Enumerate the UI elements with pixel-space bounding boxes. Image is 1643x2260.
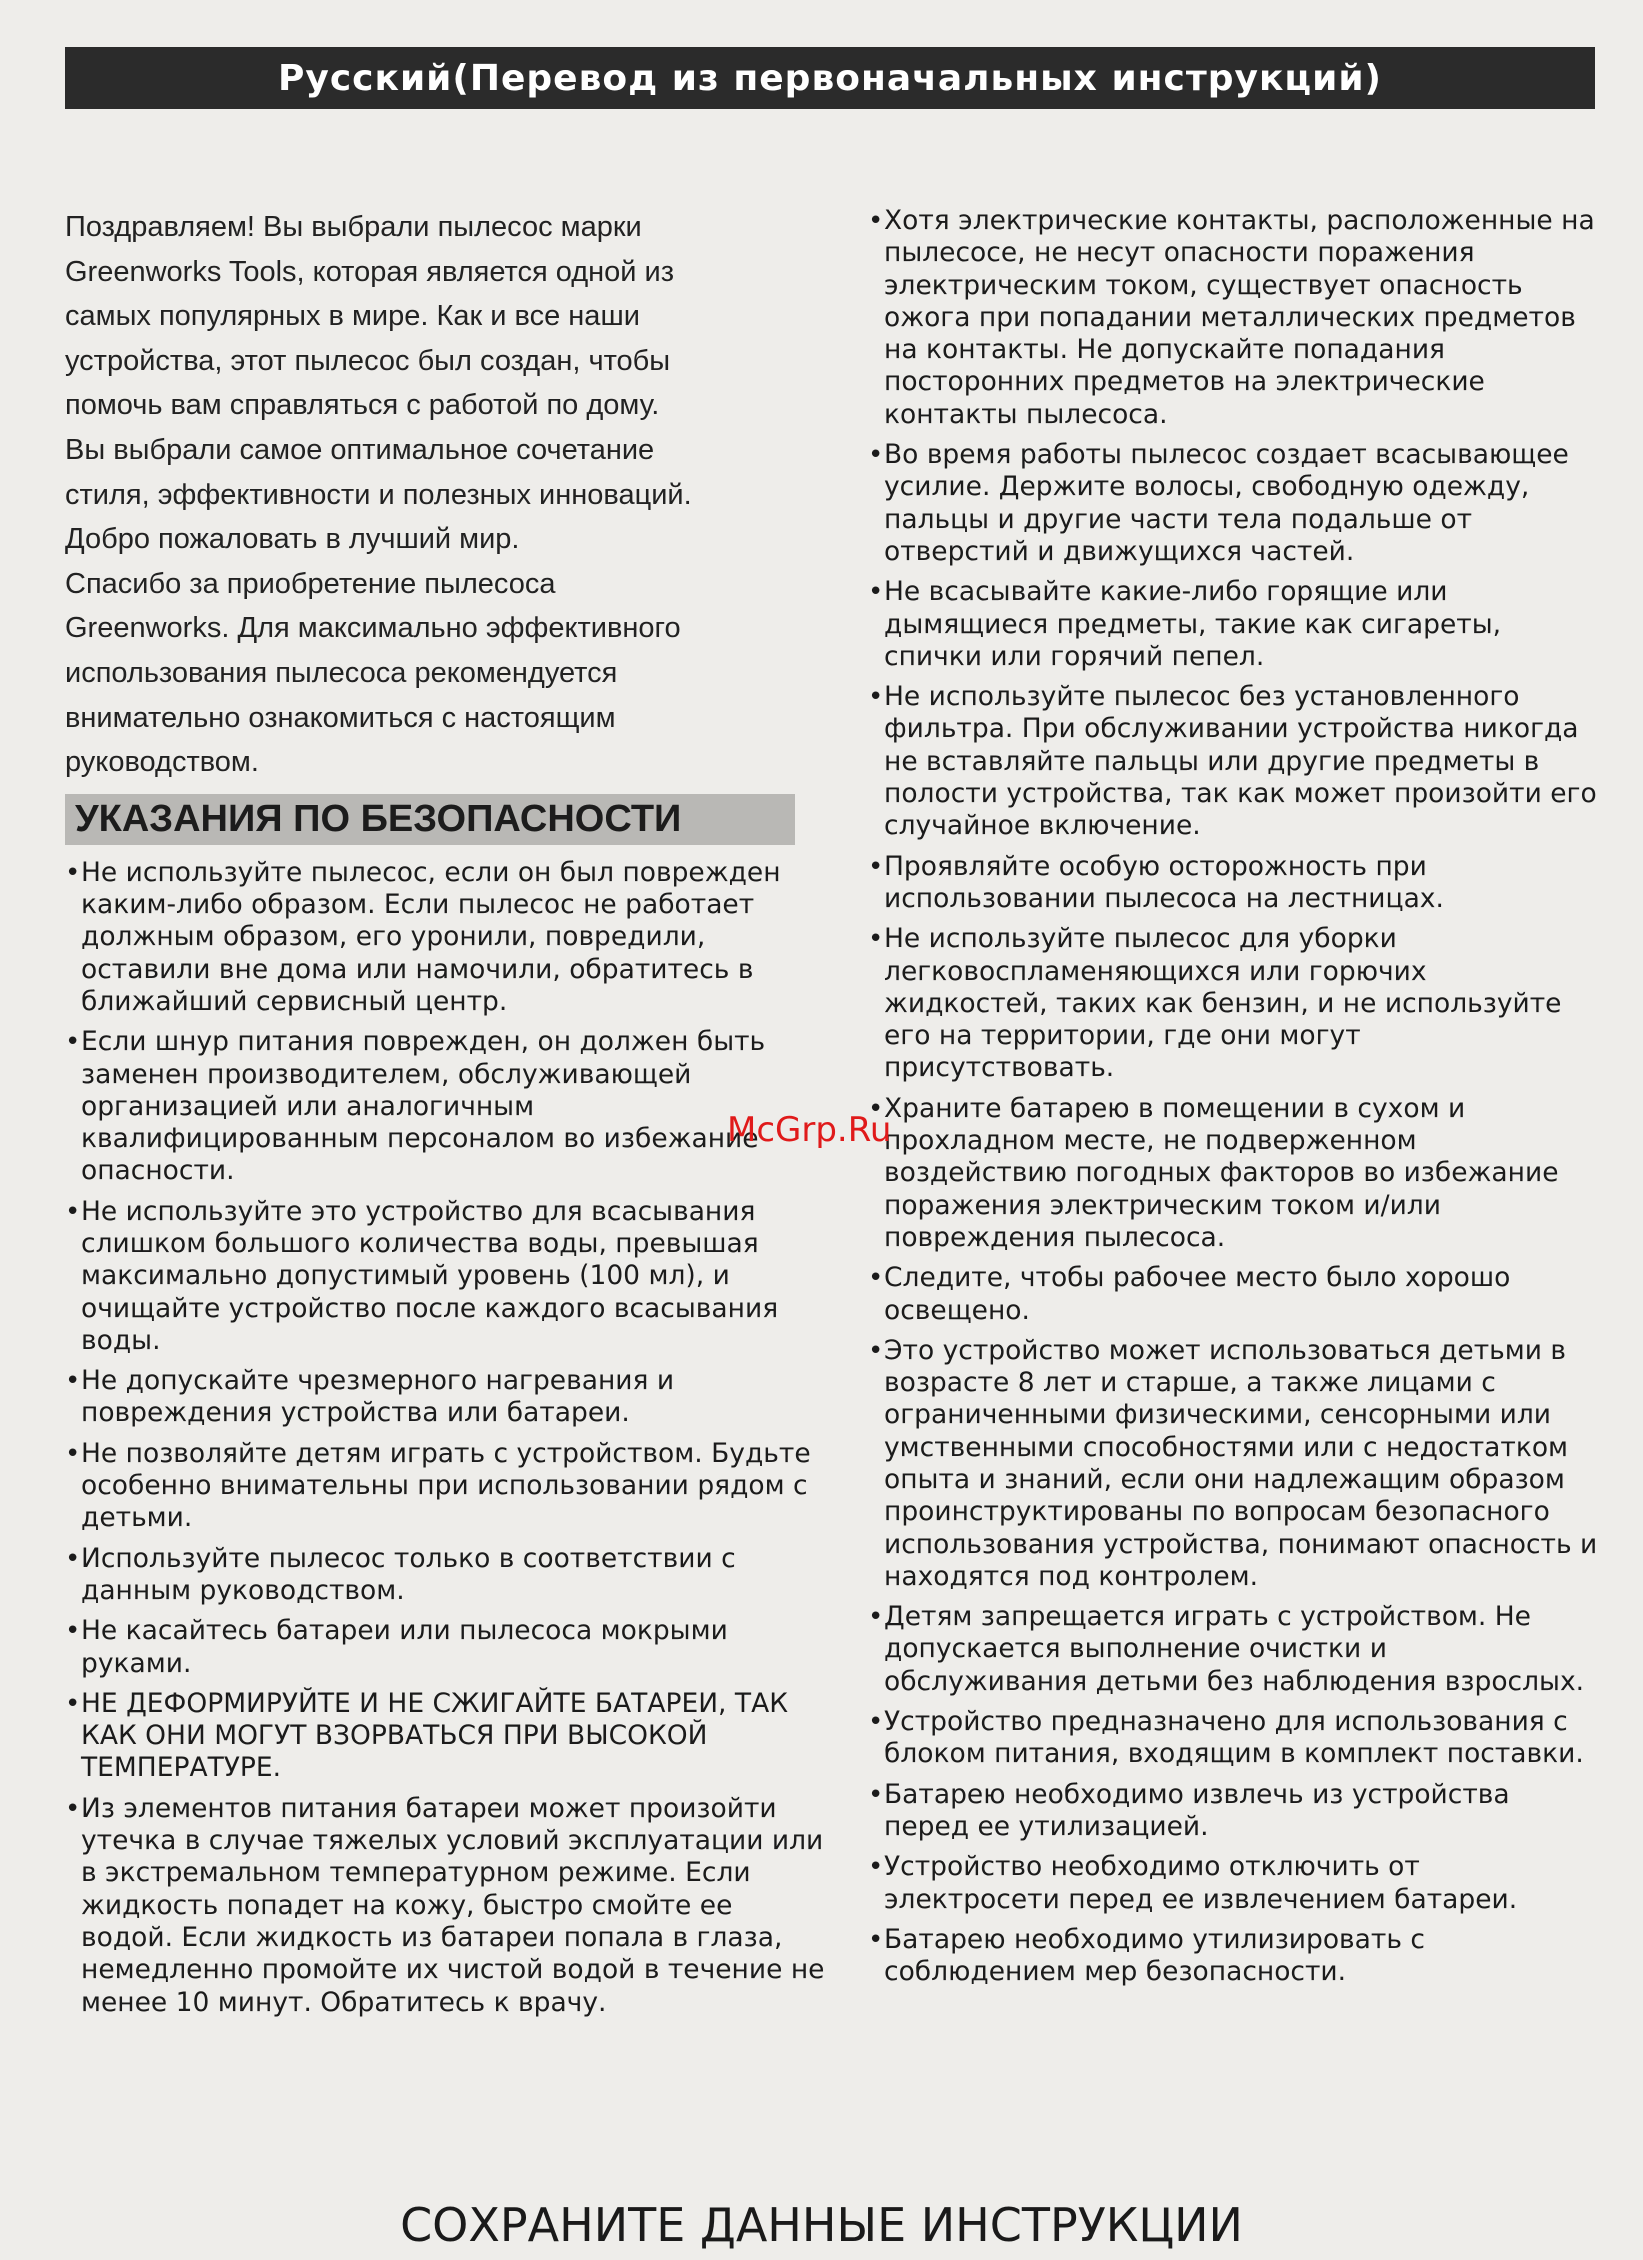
safety-item-text: Не касайтесь батареи или пылесоса мокрыми руками. bbox=[81, 1615, 728, 1679]
intro-line: руководством. bbox=[65, 746, 259, 779]
safety-item bbox=[868, 1706, 1598, 1771]
intro-line: Greenworks Tools, которая является одной из bbox=[65, 255, 675, 288]
safety-item bbox=[65, 1438, 825, 1535]
page-title: Русский(Перевод из первоначальных инструкций) bbox=[277, 57, 1382, 99]
bullet-icon bbox=[65, 1793, 80, 1825]
safety-item bbox=[868, 205, 1598, 431]
safety-item-text: Используйте пылесос только в соответствии с данным руководством. bbox=[81, 1542, 736, 1606]
safety-item-text: Батарею необходимо утилизировать с соблюдением мер безопасности. bbox=[884, 1923, 1425, 1988]
safety-item bbox=[868, 923, 1598, 1084]
intro-line: Поздравляем! Вы выбрали пылесос марки bbox=[65, 211, 642, 243]
safety-list-right bbox=[868, 205, 1598, 1988]
watermark: McGrp.Ru bbox=[727, 1110, 892, 1150]
intro-line: стиля, эффективности и полезных инноваций. bbox=[65, 478, 692, 511]
intro-line: Добро пожаловать в лучший мир. bbox=[65, 523, 520, 556]
bullet-icon bbox=[65, 1688, 80, 1720]
bullet-icon bbox=[65, 1196, 80, 1228]
intro-line: использования пылесоса рекомендуется bbox=[65, 656, 618, 689]
safety-item bbox=[65, 1615, 825, 1680]
safety-item-text: Храните батарею в помещении в сухом и прохладном месте, не подверженном воздействию погодных факторов во избежание поражения электрическим током и/или повреждения пылесоса. bbox=[884, 1092, 1559, 1253]
safety-item-text: Устройство необходимо отключить от электросети перед ее извлечением батареи. bbox=[884, 1851, 1518, 1915]
bullet-icon bbox=[868, 1601, 883, 1633]
safety-item-text: НЕ ДЕФОРМИРУЙТЕ И НЕ СЖИГАЙТЕ БАТАРЕИ, ТАК КАК ОНИ МОГУТ ВЗОРВАТЬСЯ ПРИ ВЫСОКОЙ ТЕМПЕРАТУРЕ. bbox=[81, 1687, 789, 1784]
safety-item bbox=[65, 1365, 825, 1430]
intro-line: внимательно ознакомиться с настоящим bbox=[65, 701, 616, 734]
safety-item-text: Это устройство может использоваться детьми в возрасте 8 лет и старше, а также лицами с ограниченными физическими, сенсорными или умственными способностями или с недостатком опыта и знаний, если они надлежащим образом проинструктированы по вопросам безопасного использования устройства, понимают опасность и находятся под контролем. bbox=[884, 1334, 1598, 1592]
safety-item-text: Устройство предназначено для использования с блоком питания, входящим в комплект поставки. bbox=[884, 1706, 1584, 1770]
safety-item bbox=[868, 1851, 1598, 1916]
bullet-icon bbox=[868, 851, 883, 883]
bullet-icon bbox=[868, 576, 883, 608]
safety-item bbox=[868, 439, 1598, 568]
safety-item bbox=[868, 1335, 1598, 1593]
bullet-icon bbox=[65, 1026, 80, 1058]
safety-item-text: Из элементов питания батареи может произойти утечка в случае тяжелых условий эксплуатации или в экстремальном температурном режиме. Если жидкость попадет на кожу, быстро смойте ее водой. Если жидкость из батареи попала в глаза, немедленно промойте их чистой водой в течение не менее 10 минут. Обратитесь к врачу. bbox=[81, 1792, 825, 2018]
page-title-bar bbox=[65, 47, 1595, 109]
safety-item bbox=[65, 1793, 825, 2019]
safety-item-text: Не используйте пылесос, если он был поврежден каким-либо образом. Если пылесос не работает должным образом, его уронили, повредили, оставили вне дома или намочили, обратитесь в ближайший сервисный центр. bbox=[81, 856, 781, 1017]
safety-item-text: Если шнур питания поврежден, он должен быть заменен производителем, обслуживающей организацией или аналогичным квалифицированным персоналом во избежание опасности. bbox=[81, 1026, 766, 1187]
safety-item-text: Детям запрещается играть с устройством. Не допускается выполнение очистки и обслуживания детьми без наблюдения взрослых. bbox=[884, 1601, 1585, 1697]
bullet-icon bbox=[868, 1779, 883, 1811]
safety-item bbox=[868, 1779, 1598, 1844]
bullet-icon bbox=[868, 1851, 883, 1883]
safety-item bbox=[65, 1196, 825, 1357]
safety-item bbox=[868, 851, 1598, 916]
safety-item bbox=[868, 1093, 1598, 1254]
safety-item-text: Не используйте пылесос для уборки легковоспламеняющихся или горючих жидкостей, таких как бензин, и не используйте его на территории, где они могут присутствовать. bbox=[884, 923, 1562, 1084]
bullet-icon bbox=[65, 1615, 80, 1647]
intro-line: устройства, этот пылесос был создан, чтобы bbox=[65, 344, 671, 377]
safety-item bbox=[868, 1262, 1598, 1327]
safety-item-text: Следите, чтобы рабочее место было хорошо освещено. bbox=[884, 1262, 1511, 1326]
safety-item bbox=[868, 1924, 1598, 1989]
bullet-icon bbox=[868, 1706, 883, 1738]
intro-paragraph bbox=[65, 205, 825, 785]
bullet-icon bbox=[65, 1543, 80, 1575]
bullet-icon bbox=[65, 1365, 80, 1397]
safety-item bbox=[65, 1026, 825, 1187]
bullet-icon bbox=[868, 923, 883, 955]
intro-line: Greenworks. Для максимально эффективного bbox=[65, 612, 681, 645]
safety-item bbox=[868, 681, 1598, 842]
safety-item-text: Не используйте это устройство для всасывания слишком большого количества воды, превышая максимально допустимый уровень (100 мл), и очищайте устройство после каждого всасывания воды. bbox=[81, 1195, 779, 1356]
intro-line: Вы выбрали самое оптимальное сочетание bbox=[65, 433, 655, 466]
safety-item-text: Не всасывайте какие-либо горящие или дымящиеся предметы, такие как сигареты, спички или горячий пепел. bbox=[884, 576, 1502, 672]
safety-item bbox=[65, 857, 825, 1018]
bullet-icon bbox=[868, 1924, 883, 1956]
safety-item-text: Хотя электрические контакты, расположенные на пылесосе, не несут опасности поражения электрическим током, существует опасность ожога при попадании металлических предметов на контакты. Не допускайте попадания посторонних предметов на электрические контакты пылесоса. bbox=[884, 205, 1595, 430]
intro-line: помочь вам справляться с работой по дому. bbox=[65, 389, 660, 422]
safety-item-text: Не используйте пылесос без установленного фильтра. При обслуживании устройства никогда не вставляйте пальцы или другие предметы в полости устройства, так как может произойти его случайное включение. bbox=[884, 681, 1597, 842]
intro-line: Спасибо за приобретение пылесоса bbox=[65, 567, 556, 600]
safety-item-text: Батарею необходимо извлечь из устройства перед ее утилизацией. bbox=[884, 1778, 1510, 1842]
safety-item-text: Не позволяйте детям играть с устройством. Будьте особенно внимательны при использовании рядом с детьми. bbox=[81, 1437, 811, 1534]
safety-item bbox=[868, 576, 1598, 673]
safety-item-text: Не допускайте чрезмерного нагревания и повреждения устройства или батареи. bbox=[81, 1365, 675, 1429]
safety-item bbox=[65, 1543, 825, 1608]
bullet-icon bbox=[868, 681, 883, 713]
bullet-icon bbox=[868, 439, 883, 471]
right-column bbox=[868, 205, 1598, 1996]
bullet-icon bbox=[868, 1262, 883, 1294]
safety-heading: УКАЗАНИЯ ПО БЕЗОПАСНОСТИ bbox=[65, 794, 795, 845]
safety-item bbox=[868, 1601, 1598, 1698]
safety-list-left bbox=[65, 857, 825, 2019]
safety-item-text: Во время работы пылесос создает всасывающее усилие. Держите волосы, свободную одежду, пальцы и другие части тела подальше от отверстий и движущихся частей. bbox=[884, 439, 1569, 567]
left-column bbox=[65, 205, 825, 2027]
safety-item bbox=[65, 1688, 825, 1785]
safety-item-text: Проявляйте особую осторожность при использовании пылесоса на лестницах. bbox=[884, 850, 1444, 914]
footer-title: СОХРАНИТЕ ДАННЫЕ ИНСТРУКЦИИ bbox=[400, 2198, 1243, 2252]
bullet-icon bbox=[868, 1335, 883, 1367]
bullet-icon bbox=[868, 205, 883, 237]
bullet-icon bbox=[65, 1438, 80, 1470]
intro-line: самых популярных в мире. Как и все наши bbox=[65, 300, 640, 333]
bullet-icon bbox=[65, 857, 80, 889]
